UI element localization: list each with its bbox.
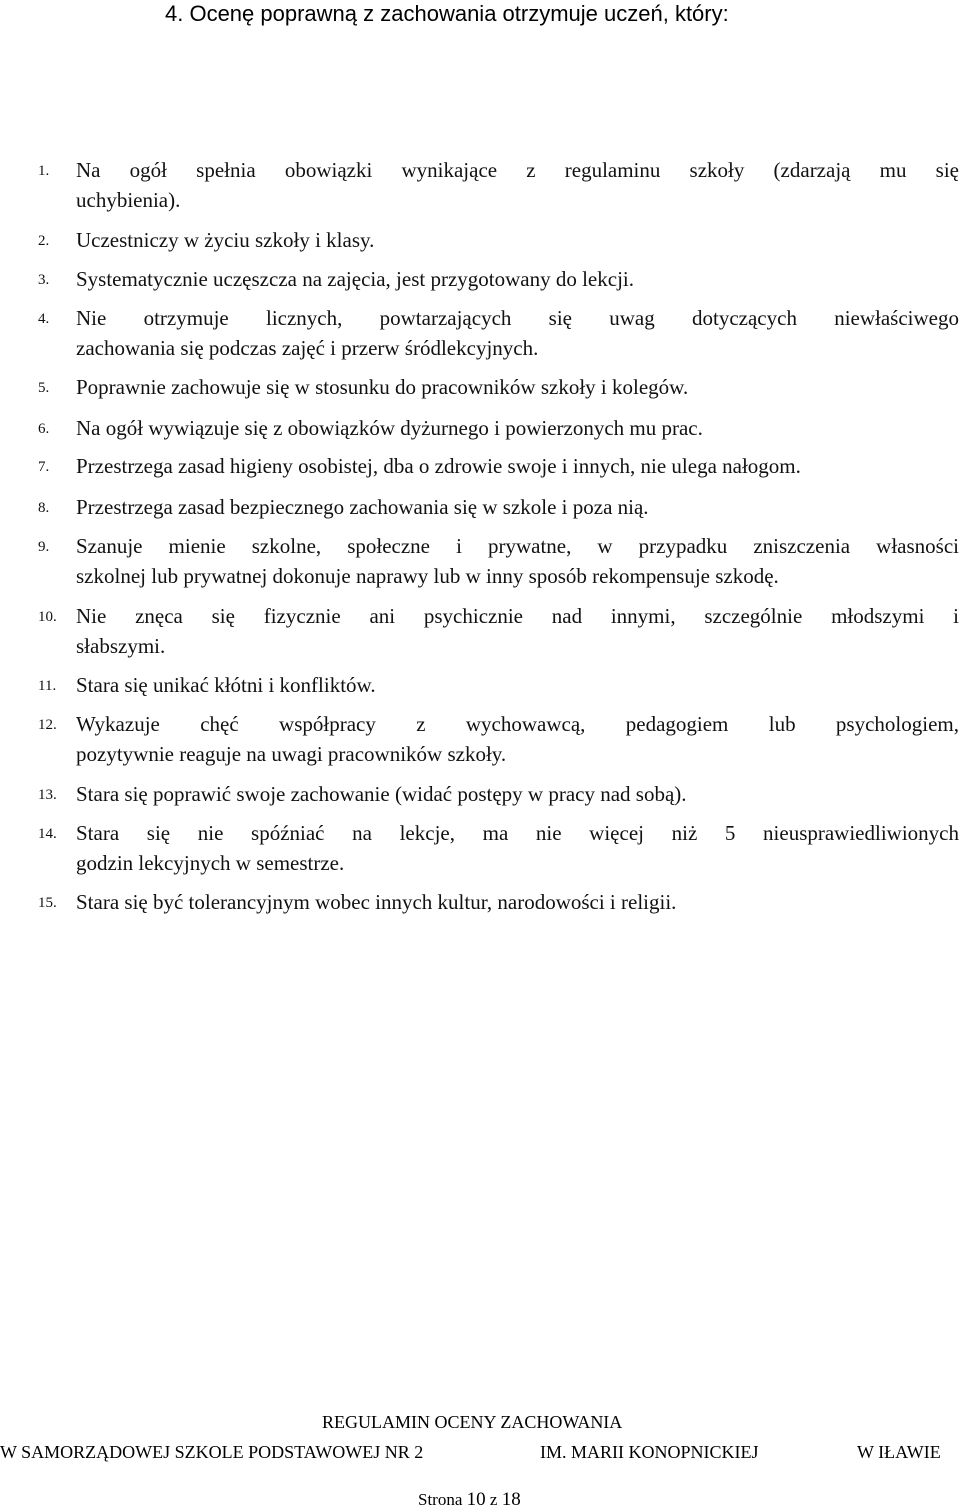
item-text-line: Uczestniczy w życiu szkoły i klasy. (76, 228, 375, 252)
page-number (418, 1488, 521, 1512)
item-number: 8. (38, 500, 50, 516)
item-text-line: Przestrzega zasad higieny osobistej, dba o zdrowie swoje i innych, nie ulega nałogom. (76, 454, 801, 478)
item-text-line: Nie znęca się fizycznie ani psychicznie nad innymi, szczególnie młodszymi i (76, 604, 959, 628)
page-current: 10 (466, 1489, 486, 1510)
page-word: Strona (418, 1490, 463, 1509)
item-text-line: słabszymi. (76, 634, 166, 658)
item-text-line: Na ogół spełnia obowiązki wynikające z regulaminu szkoły (zdarzają mu się (76, 158, 959, 182)
item-text-line: uchybienia). (76, 188, 181, 212)
item-text-line: Stara się poprawić swoje zachowanie (widać postępy w pracy nad sobą). (76, 782, 687, 806)
item-text-line: zachowania się podczas zajęć i przerw śródlekcyjnych. (76, 336, 539, 360)
item-text-line: Szanuje mienie szkolne, społeczne i prywatne, w przypadku zniszczenia własności (76, 534, 959, 558)
item-number: 7. (38, 459, 50, 475)
footer-school: W SAMORZĄDOWEJ SZKOLE PODSTAWOWEJ NR 2 (0, 1442, 424, 1462)
item-number: 12. (38, 717, 57, 733)
item-number: 2. (38, 233, 50, 249)
item-text-line: Systematycznie uczęszcza na zajęcia, jest przygotowany do lekcji. (76, 267, 634, 291)
item-number: 11. (38, 678, 57, 694)
item-number: 3. (38, 272, 50, 288)
item-number: 1. (38, 163, 50, 179)
item-text-line: Stara się być tolerancyjnym wobec innych kultur, narodowości i religii. (76, 890, 677, 914)
footer-title: REGULAMIN OCENY ZACHOWANIA (322, 1412, 623, 1432)
item-text-line: Nie otrzymuje licznych, powtarzających się uwag dotyczących niewłaściwego (76, 306, 959, 330)
item-number: 9. (38, 539, 50, 555)
item-text-line: szkolnej lub prywatnej dokonuje naprawy lub w inny sposób rekompensuje szkodę. (76, 564, 779, 588)
footer-patron: IM. MARII KONOPNICKIEJ (540, 1442, 759, 1462)
item-number: 6. (38, 421, 50, 437)
item-number: 13. (38, 787, 57, 803)
item-text-line: Stara się unikać kłótni i konfliktów. (76, 673, 376, 697)
item-text-line: pozytywnie reaguje na uwagi pracowników szkoły. (76, 742, 507, 766)
item-text-line: Stara się nie spóźniać na lekcje, ma nie więcej niż 5 nieusprawiedliwionych (76, 821, 959, 845)
item-text-line: Na ogół wywiązuje się z obowiązków dyżurnego i powierzonych mu prac. (76, 416, 703, 440)
item-number: 10. (38, 609, 57, 625)
item-text-line: Przestrzega zasad bezpiecznego zachowania się w szkole i poza nią. (76, 495, 649, 519)
item-text-line: Poprawnie zachowuje się w stosunku do pracowników szkoły i kolegów. (76, 375, 689, 399)
item-number: 4. (38, 311, 50, 327)
item-text-line: godzin lekcyjnych w semestrze. (76, 851, 345, 875)
footer-town: W IŁAWIE (857, 1442, 941, 1462)
item-number: 15. (38, 895, 57, 911)
page-of: z (489, 1490, 498, 1509)
page-total: 18 (501, 1489, 521, 1510)
item-number: 14. (38, 826, 57, 842)
section-heading: 4. Ocenę poprawną z zachowania otrzymuje uczeń, który: (165, 1, 729, 26)
item-text-line: Wykazuje chęć współpracy z wychowawcą, pedagogiem lub psychologiem, (76, 712, 959, 736)
item-number: 5. (38, 380, 50, 396)
